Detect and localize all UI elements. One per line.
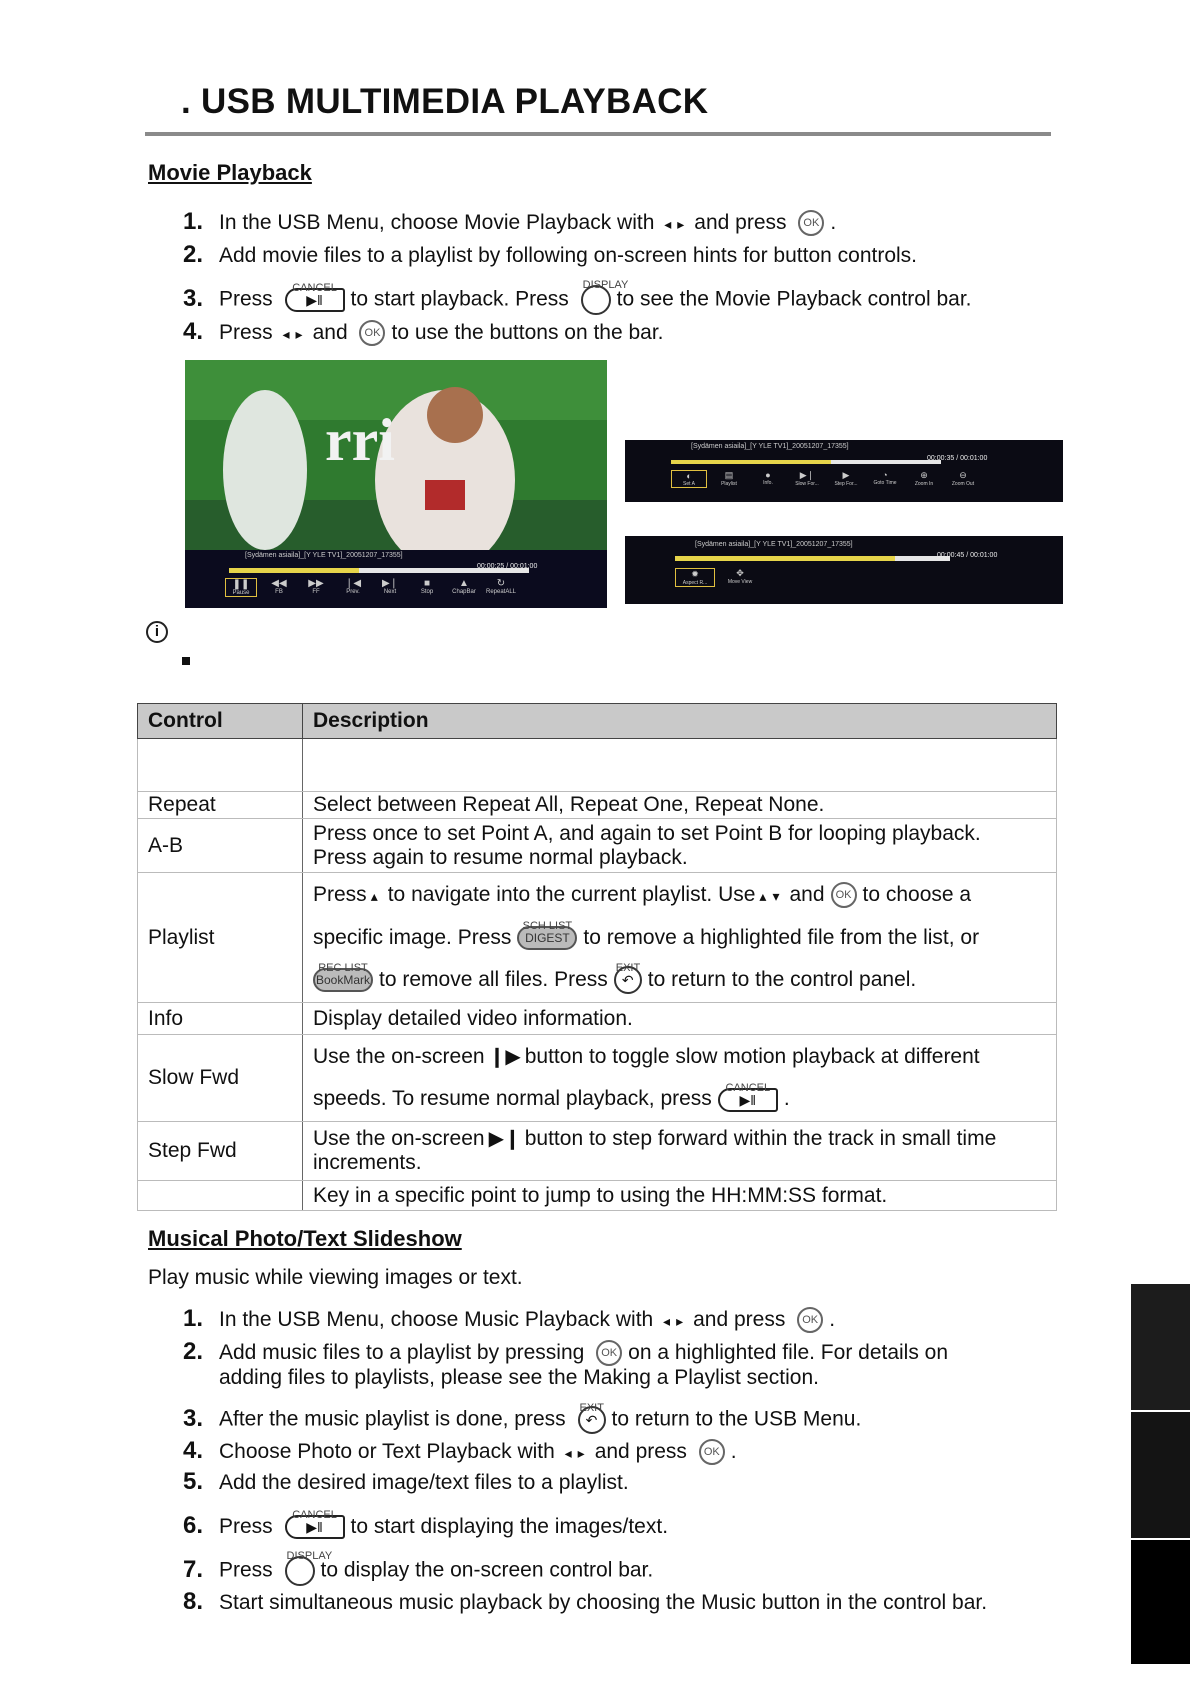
pause-icon: ❚❚: [232, 579, 250, 590]
digest-key-icon: SCH LIST DIGEST: [517, 926, 577, 950]
play-pause-key-icon: CANCEL ▶‖: [285, 288, 345, 312]
side-tab: [1131, 1412, 1190, 1538]
bar1-button[interactable]: ▤ Playlist: [721, 470, 737, 487]
bar2-buttons: [675, 568, 759, 587]
main-control-bar: [225, 578, 516, 597]
table-header-row: [138, 704, 1057, 739]
bookmark-key-icon: REC LIST BookMark: [313, 968, 373, 992]
main-bar-button[interactable]: ↻ RepeatALL: [486, 578, 517, 595]
slideshow-step-1: 1. In the USB Menu, choose Music Playback with ◂▸ and press OK .: [183, 1305, 836, 1332]
bullet-icon: [182, 657, 190, 665]
side-tab: [1131, 1284, 1190, 1410]
movie-step-1: 1. In the USB Menu, choose Movie Playback with ◂▸ and press OK .: [183, 208, 837, 235]
table-row: Slow Fwd Use the on-screen ❙▶ button to toggle slow motion playback at different speeds. To resume normal playback, press CANCEL ▶‖ .: [138, 1035, 1057, 1122]
ok-key-icon: OK: [797, 1307, 823, 1333]
fast-forward-icon: ▶▶: [308, 578, 324, 589]
movie-step-4: 4. Press ◂▸ and OK to use the buttons on the bar.: [183, 318, 664, 345]
control-table: [137, 703, 1057, 1211]
slideshow-step-8: 8. Start simultaneous music playback by choosing the Music button in the control bar.: [183, 1588, 988, 1615]
slideshow-step-3: 3. After the music playlist is done, press EXIT ↶ to return to the USB Menu.: [183, 1406, 861, 1434]
rewind-icon: ◀◀: [271, 578, 287, 589]
slideshow-step-5: 5. Add the desired image/text files to a playlist.: [183, 1468, 629, 1495]
movie-scene-image: [185, 360, 607, 608]
table-row: A-B Press once to set Point A, and again to set Point B for looping playback. Press again to resume normal playback.: [138, 819, 1057, 873]
left-right-arrows-icon: ◂▸: [564, 1445, 591, 1461]
up-down-arrows-icon: ▴▾: [759, 888, 786, 904]
control-bar-screenshot-1: [Sydämen asiaila]_[Y YLE TV1]_20051207_17355] 00:00:35 / 00:01:00 ◐ Set A ▤ Playlist ● Info. ▶❘ Slow For... ▶ Step For... ◔ Goto Time ⊕ Zoom In ⊖ Zoom Out: [625, 440, 1063, 502]
main-bar-button[interactable]: ◀◀ FB: [264, 578, 294, 597]
ok-key-icon: OK: [359, 320, 385, 346]
stop-icon: ■: [423, 578, 431, 589]
bar1-button[interactable]: ▶ Step For...: [834, 470, 858, 487]
bar2-button[interactable]: ✹ Aspect R...: [675, 568, 715, 587]
control-bar-screenshot-2: [Sydämen asiaila]_[Y YLE TV1]_20051207_17355] 00:00:45 / 00:01:00 ✹ Aspect R... ✥ Move View: [625, 536, 1063, 604]
next-icon: ▶❘: [381, 578, 399, 589]
bar1-button[interactable]: ▶❘ Slow For...: [795, 470, 819, 487]
bar1-button[interactable]: ⊕ Zoom In: [914, 470, 934, 487]
main-bar-button[interactable]: ▶▶ FF: [301, 578, 331, 597]
left-right-arrows-icon: ◂▸: [663, 1313, 690, 1329]
ok-key-icon: OK: [596, 1340, 622, 1366]
main-time: 00:00:25 / 00:01:00: [477, 563, 538, 570]
step-forward-icon: ▶❙: [488, 1128, 521, 1151]
up-arrow-icon: ▴: [370, 888, 384, 904]
movie-step-2: 2. Add movie files to a playlist by following on-screen hints for button controls.: [183, 241, 918, 268]
bar2-button[interactable]: ✥ Move View: [727, 568, 753, 585]
title-rule: [145, 132, 1051, 136]
main-bar-button[interactable]: ▲ ChapBar: [449, 578, 479, 597]
main-bar-button[interactable]: ■ Stop: [412, 578, 442, 597]
table-row: Repeat Select between Repeat All, Repeat One, Repeat None.: [138, 792, 1057, 819]
main-bar-button[interactable]: ▶❘ Next: [375, 578, 405, 597]
bar1-button[interactable]: ● Info.: [763, 470, 773, 486]
slow-forward-icon: ❙▶: [488, 1046, 521, 1069]
info-icon: i: [146, 621, 168, 643]
movie-playback-screenshot: [185, 360, 607, 608]
bar1-buttons: [671, 470, 980, 488]
play-pause-key-icon: CANCEL ▶‖: [285, 1515, 345, 1539]
chapter-icon: ▲: [459, 578, 469, 589]
bar1-button[interactable]: ⊖ Zoom Out: [951, 470, 975, 487]
left-right-arrows-icon: ◂▸: [664, 216, 691, 232]
exit-key-icon: EXIT ↶: [578, 1406, 606, 1434]
ok-key-icon: OK: [798, 210, 824, 236]
page-title: . USB MULTIMEDIA PLAYBACK: [181, 82, 709, 121]
slideshow-step-7: 7. Press DISPLAY to display the on-screen control bar.: [183, 1556, 653, 1586]
exit-key-icon: EXIT ↶: [614, 966, 642, 994]
bar1-button[interactable]: ◐ Set A: [671, 470, 707, 488]
table-row: Info Display detailed video information.: [138, 1003, 1057, 1035]
slideshow-heading: Musical Photo/Text Slideshow: [148, 1226, 462, 1251]
table-row: [138, 739, 1057, 792]
table-row: Key in a specific point to jump to using the HH:MM:SS format.: [138, 1181, 1057, 1211]
control-header: Control: [138, 704, 303, 739]
slideshow-step-6: 6. Press CANCEL ▶‖ to start displaying the images/text.: [183, 1509, 669, 1539]
ok-key-icon: OK: [699, 1439, 725, 1465]
main-bar-button[interactable]: ❘◀ Prev.: [338, 578, 368, 597]
side-tab-active: [1131, 1540, 1190, 1664]
left-right-arrows-icon: ◂▸: [282, 326, 309, 342]
movie-playback-heading: Movie Playback: [148, 160, 312, 185]
ok-key-icon: OK: [831, 882, 857, 908]
main-bar-button[interactable]: ❚❚ Pause: [225, 578, 257, 597]
slideshow-step-4: 4. Choose Photo or Text Playback with ◂▸ and press OK .: [183, 1437, 737, 1464]
previous-icon: ❘◀: [344, 578, 362, 589]
movie-step-3: 3. Press CANCEL ▶‖ to start playback. Press DISPLAY to see the Movie Playback control bar.: [183, 285, 972, 315]
bar1-button[interactable]: ◔ Goto Time: [873, 470, 897, 486]
table-row: Playlist Press ▴ to navigate into the current playlist. Use ▴▾ and OK to choose a specific image. Press SCH LIST DIGEST to remove a highlighted file from the list, or REC LIST BookMark to remove all files. Press EXIT ↶ to return to the control panel.: [138, 873, 1057, 1003]
slideshow-step-2: 2. Add music files to a playlist by pressing OK on a highlighted file. For details on adding files to playlists, please see the Making a Playlist section.: [183, 1338, 949, 1390]
repeat-icon: ↻: [496, 578, 506, 589]
play-pause-key-icon: CANCEL ▶‖: [718, 1088, 778, 1112]
svg-text:rri: rri: [325, 407, 395, 473]
table-row: Step Fwd Use the on-screen ▶❙ button to step forward within the track in small time increments.: [138, 1122, 1057, 1181]
main-file-name: [Sydämen asiaila]_[Y YLE TV1]_20051207_17355]: [245, 552, 403, 559]
slideshow-intro: Play music while viewing images or text.: [148, 1266, 523, 1289]
description-header: Description: [303, 704, 1057, 739]
display-key-icon: DISPLAY: [285, 1556, 315, 1586]
display-key-icon: DISPLAY: [581, 285, 611, 315]
